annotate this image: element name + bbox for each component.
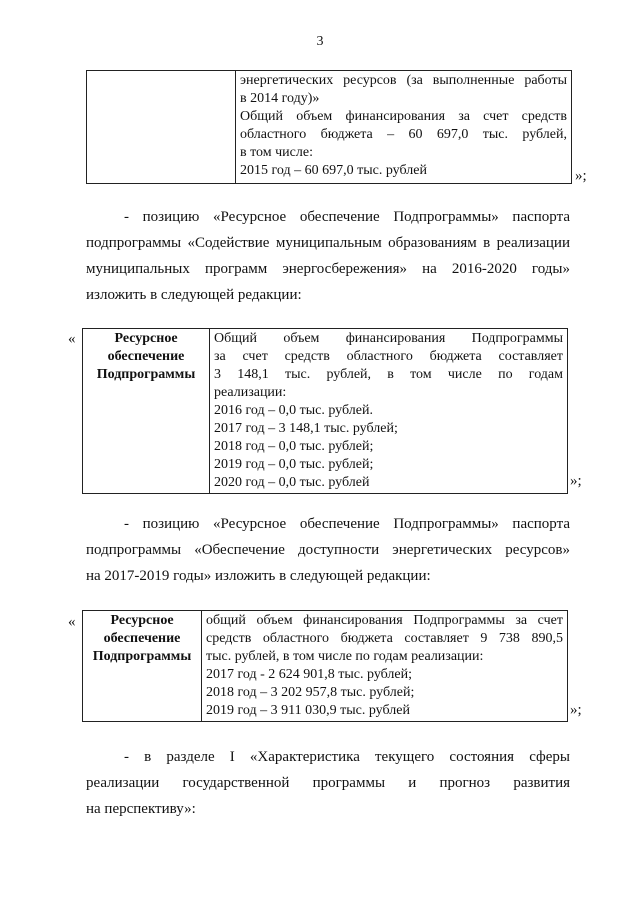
label-line: Ресурсное [114,331,178,346]
label-line: обеспечение [107,349,185,364]
table1-line: областного бюджета – 60 697,0 тыс. рублей, [240,127,567,142]
table2-line: реализации: [214,385,287,400]
table3-open-quote: « [68,614,76,630]
paragraph-section-1 [86,744,570,822]
table-resource-provision-2 [82,610,568,722]
paragraph-line: - в разделе I «Характеристика текущего состояния сферы [124,749,570,765]
paragraph-position-1 [86,204,570,308]
paragraph-line: подпрограммы «Содействие муниципальным образованиям в реализации [86,235,570,251]
table2-open-quote: « [68,331,76,347]
paragraph-line: муниципальных программ энергосбережения» на 2016-2020 годы» [86,261,570,277]
table1-right-cell [236,71,572,184]
paragraph-line: на 2017-2019 годы» изложить в следующей редакции: [86,568,431,584]
table3-close-quote: »; [570,702,582,718]
paragraph-line: - позицию «Ресурсное обеспечение Подпрограммы» паспорта [124,516,570,532]
table3-line: 2017 год - 2 624 901,8 тыс. рублей; [206,667,413,682]
table2-line: 2016 год – 0,0 тыс. рублей. [214,403,373,418]
table2-line: за счет средств областного бюджета составляет [214,349,563,364]
paragraph-position-2 [86,511,570,589]
table2-line: 2017 год – 3 148,1 тыс. рублей; [214,421,398,436]
table2-label-cell [83,329,210,494]
table2-line: 2020 год – 0,0 тыс. рублей [214,475,370,490]
table1-line: в том числе: [240,145,313,160]
table-resource-provision-1 [82,328,568,494]
table2-line: Общий объем финансирования Подпрограммы [214,331,563,346]
paragraph-line: - позицию «Ресурсное обеспечение Подпрограммы» паспорта [124,209,570,225]
table2-line: 2019 год – 0,0 тыс. рублей; [214,457,374,472]
table3-line: 2018 год – 3 202 957,8 тыс. рублей; [206,685,415,700]
table1-line: Общий объем финансирования за счет средств [240,109,567,124]
table1-line: энергетических ресурсов (за выполненные работы [240,73,567,88]
paragraph-line: реализации государственной программы и прогноз развития [86,775,570,791]
paragraph-line: подпрограммы «Обеспечение доступности энергетических ресурсов» [86,542,570,558]
table1-line: 2015 год – 60 697,0 тыс. рублей [240,163,427,178]
label-line: Ресурсное [110,613,174,628]
table-continuation [86,70,572,184]
table3-line: 2019 год – 3 911 030,9 тыс. рублей [206,703,410,718]
table2-line: 3 148,1 тыс. рублей, в том числе по годам [214,367,563,382]
paragraph-line: на перспективу»: [86,801,196,817]
table2-close-quote: »; [570,473,582,489]
table3-line: тыс. рублей, в том числе по годам реализации: [206,649,484,664]
table2-value-cell [210,329,568,494]
label-line: обеспечение [103,631,181,646]
table3-line: общий объем финансирования Подпрограммы за счет [206,613,563,628]
label-line: Подпрограммы [96,367,196,382]
table1-close-quote: »; [575,168,587,184]
table2-line: 2018 год – 0,0 тыс. рублей; [214,439,374,454]
table3-value-cell [202,611,568,722]
label-line: Подпрограммы [92,649,192,664]
table3-label-cell [83,611,202,722]
paragraph-line: изложить в следующей редакции: [86,287,302,303]
table1-line: в 2014 году)» [240,91,320,106]
page-number: 3 [316,34,324,49]
table3-line: средств областного бюджета составляет 9 738 890,5 [206,631,563,646]
table1-left-cell [87,71,236,184]
